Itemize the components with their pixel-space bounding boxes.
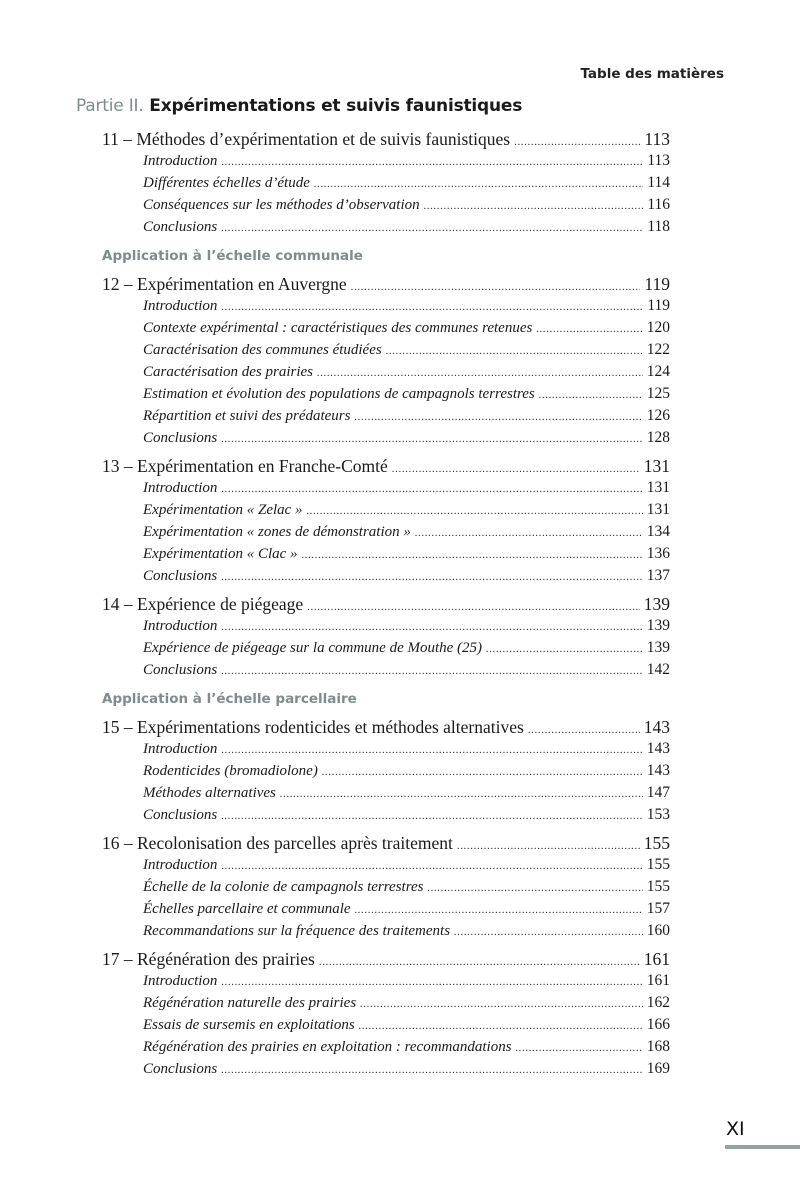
toc-entry	[102, 760, 670, 782]
toc-page-number: 137	[646, 567, 670, 584]
toc-page-number: 113	[644, 129, 670, 149]
toc-page-number: 168	[646, 1038, 670, 1055]
toc-title: Introduction	[143, 857, 218, 873]
toc-title: Caractérisation des communes étudiées	[143, 342, 382, 358]
toc-entry	[102, 216, 670, 238]
dot-leader	[221, 1059, 643, 1081]
toc-entry	[102, 637, 670, 659]
dot-leader	[319, 951, 640, 973]
toc-page-number: 131	[646, 501, 670, 518]
toc-chapter	[102, 716, 670, 738]
toc-page-number: 126	[646, 407, 670, 424]
dot-leader	[424, 195, 644, 217]
toc-title: Régénération naturelle des prairies	[143, 995, 357, 1011]
toc-entry	[102, 970, 670, 992]
toc-title: Conséquences sur les méthodes d’observation	[143, 197, 420, 213]
toc-chapter	[102, 948, 670, 970]
toc-page-number: 139	[643, 594, 670, 614]
toc-page-number: 136	[646, 545, 670, 562]
toc-page-number: 142	[646, 661, 670, 678]
dot-leader	[427, 877, 642, 899]
toc-page-number: 169	[646, 1060, 670, 1077]
toc-title: Expérimentation « Zelac »	[143, 502, 303, 518]
toc-entry	[102, 477, 670, 499]
toc-entry	[102, 383, 670, 405]
dot-leader	[355, 899, 643, 921]
toc-chapter	[102, 128, 670, 150]
toc-title: Répartition et suivi des prédateurs	[143, 408, 351, 424]
dot-leader	[539, 384, 643, 406]
footer-rule	[725, 1145, 800, 1149]
toc-entry	[102, 405, 670, 427]
toc-title: Échelle de la colonie de campagnols terrestres	[143, 879, 424, 895]
toc-page-number: 119	[644, 274, 670, 294]
toc-entry	[102, 804, 670, 826]
toc-page-number: 157	[646, 900, 670, 917]
toc-entry	[102, 615, 670, 637]
toc-title: Recommandations sur la fréquence des traitements	[143, 923, 451, 939]
toc-entry	[102, 361, 670, 383]
toc-chapter	[102, 593, 670, 615]
toc-title: Expérience de piégeage sur la commune de Mouthe (25)	[143, 640, 483, 656]
toc-entry	[102, 1058, 670, 1080]
toc-page-number: 139	[646, 617, 670, 634]
toc-title: Régénération des prairies en exploitation : recommandations	[143, 1039, 512, 1055]
dot-leader	[317, 362, 643, 384]
table-of-contents	[102, 128, 670, 1080]
toc-title: Conclusions	[143, 430, 218, 446]
toc-page-number: 143	[646, 762, 670, 779]
dot-leader	[307, 500, 643, 522]
toc-entry	[102, 295, 670, 317]
toc-entry	[102, 898, 670, 920]
toc-entry	[102, 565, 670, 587]
toc-page-number: 128	[646, 429, 670, 446]
toc-chapter	[102, 273, 670, 295]
dot-leader	[221, 566, 643, 588]
toc-title: Caractérisation des prairies	[143, 364, 314, 380]
toc-entry	[102, 499, 670, 521]
toc-page-number: 118	[647, 218, 670, 235]
toc-page-number: 155	[646, 878, 670, 895]
part-title	[76, 96, 522, 116]
toc-page-number: 161	[646, 972, 670, 989]
toc-entry	[102, 738, 670, 760]
toc-title: 17 – Régénération des prairies	[102, 949, 315, 969]
dot-leader	[351, 276, 641, 298]
toc-page-number: 166	[646, 1016, 670, 1033]
page-number: XI	[726, 1118, 745, 1140]
dot-leader	[415, 522, 643, 544]
toc-page-number: 113	[647, 152, 670, 169]
toc-entry	[102, 317, 670, 339]
dot-leader	[221, 151, 643, 173]
dot-leader	[360, 993, 643, 1015]
section-heading: Application à l’échelle communale	[102, 248, 363, 264]
toc-page-number: 131	[643, 456, 670, 476]
toc-page-number: 147	[646, 784, 670, 801]
dot-leader	[359, 1015, 643, 1037]
toc-title: 15 – Expérimentations rodenticides et méthodes alternatives	[102, 717, 524, 737]
toc-chapter	[102, 455, 670, 477]
part-label: Partie II.	[76, 96, 144, 116]
dot-leader	[307, 596, 640, 618]
toc-title: Expérimentation « zones de démonstration »	[143, 524, 411, 540]
dot-leader	[221, 616, 642, 638]
dot-leader	[486, 638, 643, 660]
dot-leader	[454, 921, 643, 943]
toc-title: Contexte expérimental : caractéristiques des communes retenues	[143, 320, 533, 336]
toc-title: Conclusions	[143, 219, 218, 235]
toc-entry	[102, 782, 670, 804]
toc-page-number: 153	[646, 806, 670, 823]
dot-leader	[221, 855, 642, 877]
toc-entry	[102, 659, 670, 681]
toc-title: Introduction	[143, 153, 218, 169]
toc-entry	[102, 1014, 670, 1036]
toc-entry	[102, 150, 670, 172]
dot-leader	[514, 131, 640, 153]
toc-title: Introduction	[143, 480, 218, 496]
toc-title: Conclusions	[143, 1061, 218, 1077]
toc-page-number: 116	[647, 196, 670, 213]
toc-entry	[102, 521, 670, 543]
toc-title: Différentes échelles d’étude	[143, 175, 310, 191]
toc-title: Expérimentation « Clac »	[143, 546, 298, 562]
toc-page-number: 125	[646, 385, 670, 402]
toc-page-number: 134	[646, 523, 670, 540]
toc-page-number: 120	[646, 319, 670, 336]
running-head: Table des matières	[580, 66, 724, 82]
toc-page-number: 162	[646, 994, 670, 1011]
toc-page-number: 161	[643, 949, 670, 969]
toc-entry	[102, 920, 670, 942]
toc-title: Estimation et évolution des populations de campagnols terrestres	[143, 386, 535, 402]
dot-leader	[386, 340, 643, 362]
dot-leader	[536, 318, 642, 340]
toc-title: Introduction	[143, 973, 218, 989]
toc-title: 13 – Expérimentation en Franche-Comté	[102, 456, 388, 476]
toc-title: Méthodes alternatives	[143, 785, 276, 801]
dot-leader	[221, 971, 642, 993]
dot-leader	[221, 739, 642, 761]
toc-entry	[102, 427, 670, 449]
dot-leader	[221, 296, 643, 318]
toc-title: Conclusions	[143, 807, 218, 823]
toc-page-number: 122	[646, 341, 670, 358]
toc-title: 12 – Expérimentation en Auvergne	[102, 274, 347, 294]
toc-title: 11 – Méthodes d’expérimentation et de suivis faunistiques	[102, 129, 511, 149]
toc-title: Essais de sursemis en exploitations	[143, 1017, 355, 1033]
section-heading: Application à l’échelle parcellaire	[102, 691, 357, 707]
part-name: Expérimentations et suivis faunistiques	[149, 96, 523, 116]
toc-entry	[102, 543, 670, 565]
toc-page-number: 143	[643, 717, 670, 737]
toc-title: Introduction	[143, 741, 218, 757]
toc-entry	[102, 1036, 670, 1058]
toc-page-number: 131	[646, 479, 670, 496]
toc-entry	[102, 854, 670, 876]
toc-page-number: 139	[646, 639, 670, 656]
toc-title: 16 – Recolonisation des parcelles après traitement	[102, 833, 453, 853]
toc-page-number: 114	[647, 174, 670, 191]
dot-leader	[322, 761, 643, 783]
toc-page-number: 155	[643, 833, 670, 853]
toc-page-number: 160	[646, 922, 670, 939]
toc-page-number: 119	[647, 297, 670, 314]
toc-page-number: 143	[646, 740, 670, 757]
toc-title: Conclusions	[143, 568, 218, 584]
toc-title: Introduction	[143, 618, 218, 634]
dot-leader	[392, 458, 640, 480]
dot-leader	[457, 835, 640, 857]
toc-page-number: 124	[646, 363, 670, 380]
toc-title: Rodenticides (bromadiolone)	[143, 763, 318, 779]
dot-leader	[528, 719, 640, 741]
toc-entry	[102, 194, 670, 216]
dot-leader	[221, 805, 643, 827]
dot-leader	[302, 544, 643, 566]
toc-entry	[102, 876, 670, 898]
toc-entry	[102, 992, 670, 1014]
dot-leader	[221, 478, 642, 500]
dot-leader	[314, 173, 643, 195]
dot-leader	[516, 1037, 643, 1059]
dot-leader	[221, 428, 643, 450]
toc-page-number: 155	[646, 856, 670, 873]
toc-entry	[102, 339, 670, 361]
toc-chapter	[102, 832, 670, 854]
dot-leader	[354, 406, 642, 428]
toc-title: Conclusions	[143, 662, 218, 678]
toc-entry	[102, 172, 670, 194]
toc-title: Introduction	[143, 298, 218, 314]
dot-leader	[221, 660, 643, 682]
toc-title: 14 – Expérience de piégeage	[102, 594, 304, 614]
toc-title: Échelles parcellaire et communale	[143, 901, 351, 917]
dot-leader	[280, 783, 643, 805]
dot-leader	[221, 217, 643, 239]
